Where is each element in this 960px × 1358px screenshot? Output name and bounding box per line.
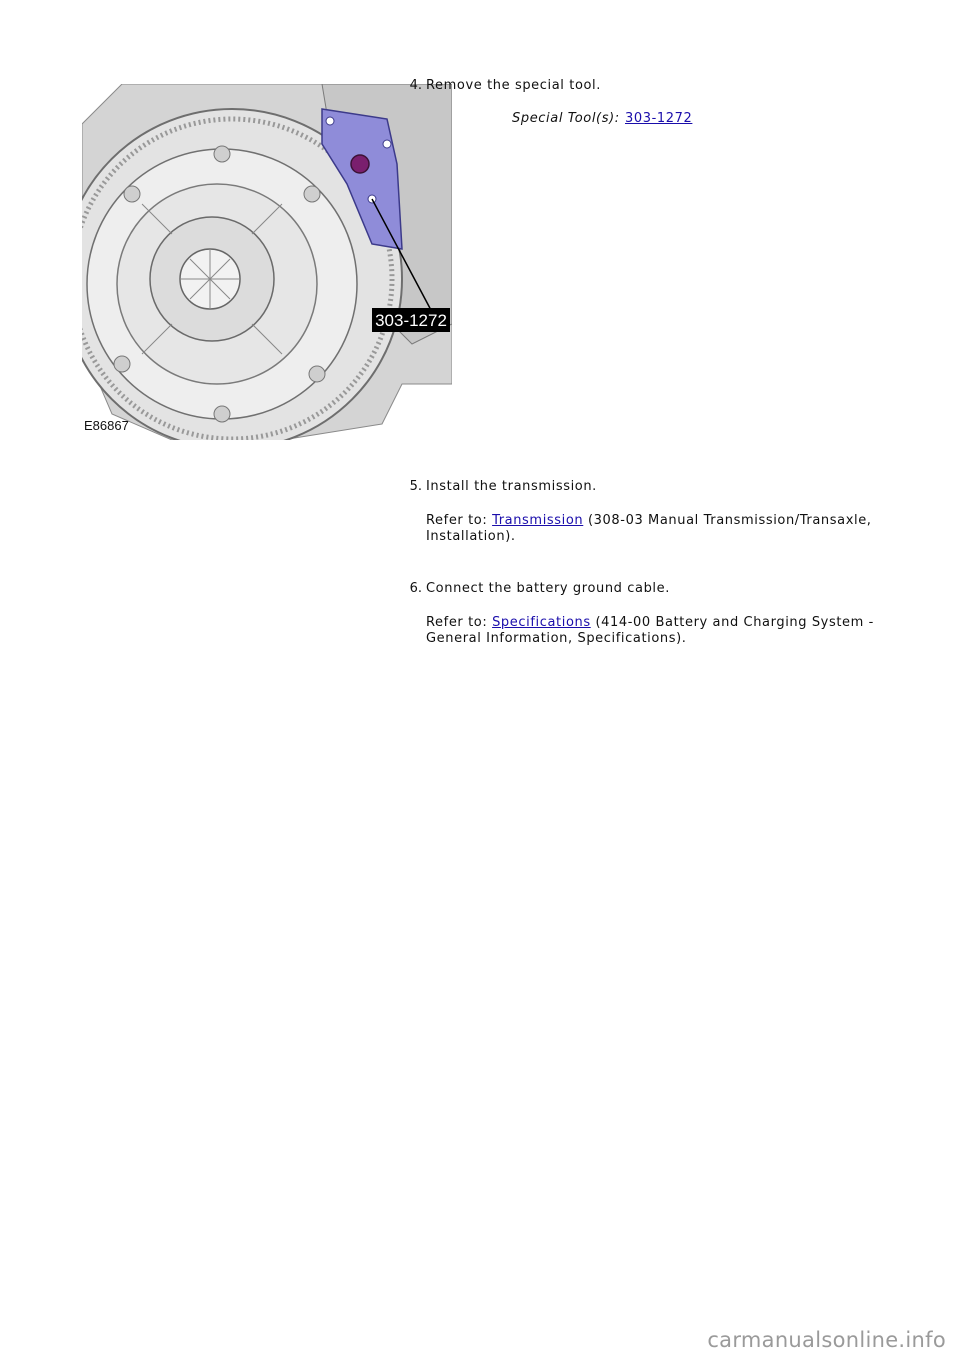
step-text: Remove the special tool. (426, 78, 601, 93)
refer-suffix: (308-03 Manual Transmission/Transaxle, (588, 513, 872, 528)
refer-suffix-line2: General Information, Specifications). (426, 631, 687, 646)
clutch-flywheel-illustration (82, 84, 452, 440)
step-number: 6. (409, 581, 422, 596)
step-number: 4. (409, 78, 422, 93)
special-tool-label: Special Tool(s): (512, 111, 620, 126)
special-tool-link[interactable]: 303-1272 (625, 111, 693, 126)
refer-line (426, 615, 874, 630)
transmission-link[interactable]: Transmission (492, 513, 584, 528)
figure-id: E86867 (84, 418, 129, 433)
refer-suffix-line2: Installation). (426, 529, 516, 544)
step-text: Connect the battery ground cable. (426, 581, 670, 596)
refer-prefix: Refer to: (426, 513, 488, 528)
refer-line (426, 513, 872, 528)
step-number: 5. (409, 479, 422, 494)
refer-prefix: Refer to: (426, 615, 488, 630)
specifications-link[interactable]: Specifications (492, 615, 591, 630)
watermark: carmanualsonline.info (707, 1328, 946, 1352)
step-text: Install the transmission. (426, 479, 597, 494)
refer-suffix: (414-00 Battery and Charging System - (595, 615, 874, 630)
callout-label: 303-1272 (375, 311, 447, 330)
